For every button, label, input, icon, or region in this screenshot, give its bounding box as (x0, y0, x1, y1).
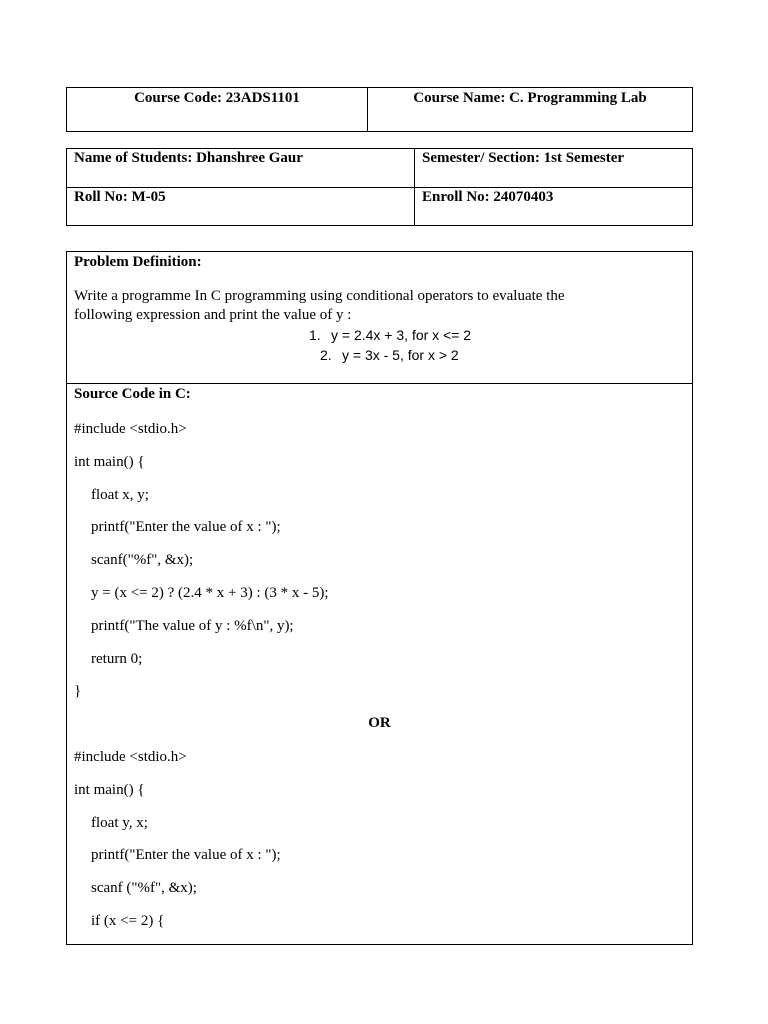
code-line: float x, y; (91, 486, 149, 503)
code-line: #include <stdio.h> (74, 421, 187, 437)
code-line: scanf("%f", &x); (91, 552, 194, 569)
problem-text-line-1: Write a programme In C programming using conditional operators to evaluate the (74, 288, 565, 304)
source-heading: Source Code in C: (74, 386, 191, 402)
code-line: #include <stdio.h> (74, 748, 187, 765)
course-row (67, 88, 692, 131)
formula-list (74, 325, 685, 365)
course-code: Course Code: 23ADS1101 (67, 88, 368, 131)
student-row-1 (67, 149, 692, 187)
code-line: if (x <= 2) { (91, 912, 165, 929)
code-line: printf("The value of y : %f\n", y); (91, 617, 294, 634)
problem-text-line-2: following expression and print the value of y : (74, 307, 352, 323)
student-row-2 (67, 187, 692, 225)
code-line: y = (x <= 2) ? (2.4 * x + 3) : (3 * x - 5); (91, 584, 329, 601)
problem-definition-section (67, 252, 692, 384)
code-line: float y, x; (91, 814, 148, 831)
code-line: scanf ("%f", &x); (91, 880, 197, 897)
code-line: int main() { (74, 453, 145, 470)
source-code-section (67, 384, 692, 945)
formula-text: y = 3x - 5, for x > 2 (342, 347, 459, 363)
code-line: return 0; (91, 650, 143, 667)
formula-text: y = 2.4x + 3, for x <= 2 (331, 327, 472, 343)
problem-heading: Problem Definition: (74, 254, 202, 270)
roll-number: Roll No: M-05 (67, 188, 415, 225)
formula-number: 1. (309, 327, 321, 343)
formula-item (320, 345, 685, 365)
course-name: Course Name: C. Programming Lab (413, 90, 647, 106)
problem-text (74, 287, 685, 325)
problem-source-table (66, 251, 693, 945)
code-line: printf("Enter the value of x : "); (91, 847, 281, 864)
course-table (66, 87, 693, 132)
code-line: } (74, 683, 82, 700)
student-table (66, 148, 693, 226)
enroll-number: Enroll No: 24070403 (422, 189, 554, 205)
code-line: int main() { (74, 781, 145, 798)
formula-item (309, 325, 685, 345)
semester-section: Semester/ Section: 1st Semester (422, 150, 625, 166)
student-name: Name of Students: Dhanshree Gaur (67, 149, 415, 187)
or-separator: OR (368, 715, 391, 732)
formula-number: 2. (320, 347, 332, 363)
code-line: printf("Enter the value of x : "); (91, 519, 281, 536)
